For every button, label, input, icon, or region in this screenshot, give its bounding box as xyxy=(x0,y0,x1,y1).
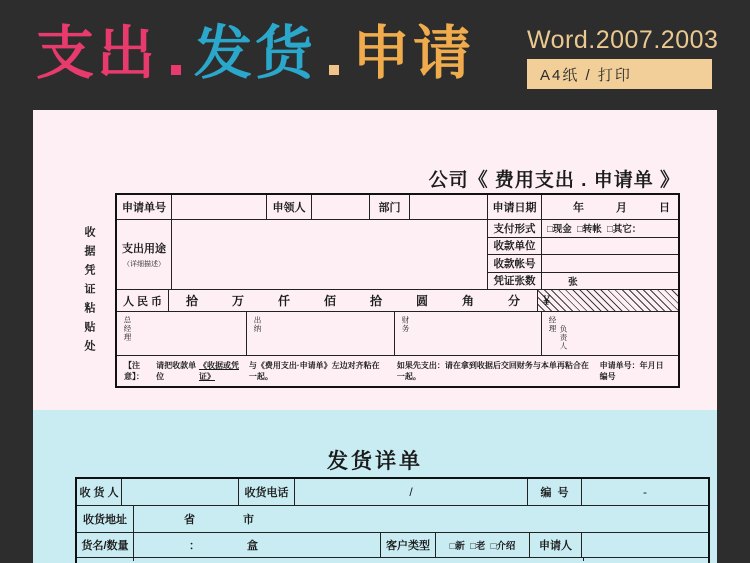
date-unit-year: 年 xyxy=(573,202,584,214)
note-row xyxy=(117,356,678,385)
payment-method-row xyxy=(488,220,678,238)
purpose-field xyxy=(172,220,488,289)
dot-separator-2 xyxy=(329,65,339,75)
digit-unit: 分 xyxy=(507,294,520,308)
digit-unit: 佰 xyxy=(323,294,336,308)
voucher-count-label: 凭证张数 xyxy=(488,273,542,290)
applicant-label: 申请人 xyxy=(530,533,582,557)
department-field xyxy=(410,195,488,219)
number-field: - xyxy=(643,485,647,499)
province-label: 省 xyxy=(184,514,195,526)
payment-info-block xyxy=(488,220,678,289)
address-row xyxy=(77,506,708,533)
request-no-label: 申请单号 xyxy=(117,195,172,219)
manager-responsible-cell xyxy=(542,312,678,355)
goods-colon: ： xyxy=(189,540,200,552)
manager-label: 经理 xyxy=(548,316,557,333)
note-part4: 申请单号：年月日编号 xyxy=(599,360,664,381)
banner-word-apply: 申请 xyxy=(352,21,475,86)
finance-cell xyxy=(395,312,542,355)
responsible-person-label: 负责人 xyxy=(559,325,568,351)
digit-unit: 拾 xyxy=(185,294,198,308)
goods-qty-field xyxy=(134,533,381,557)
receipt-paste-vertical-label: 收据凭证粘贴处 xyxy=(83,226,95,359)
address-field xyxy=(134,506,708,532)
date-unit-day: 日 xyxy=(659,202,670,214)
purpose-label: 支出用途 xyxy=(122,243,166,255)
general-manager-cell xyxy=(117,312,247,355)
shipping-form-title: 发货详单 xyxy=(327,450,423,473)
digit-unit: 仟 xyxy=(277,294,290,308)
payee-name-field xyxy=(542,238,678,255)
consignee-field xyxy=(122,479,239,505)
file-format-label: Word.2007.2003 xyxy=(527,26,719,54)
consignee-row xyxy=(77,479,708,506)
goods-qty-label: 货名/数量 xyxy=(77,533,134,557)
expense-form-title: 公司《 费用支出 . 申请单 》 xyxy=(428,170,680,191)
payee-account-label: 收款帐号 xyxy=(488,255,542,272)
department-label: 部门 xyxy=(370,195,410,219)
payee-account-row xyxy=(488,255,678,273)
customer-type-options: □新 □老 □介绍 xyxy=(436,533,530,557)
amount-row xyxy=(117,290,678,312)
payment-method-options: □现金 □转帐 □其它： xyxy=(547,224,642,236)
note-underlined: 《收据或凭证》 xyxy=(198,360,239,381)
payment-method-label: 支付形式 xyxy=(488,220,542,237)
cutoff-cell xyxy=(77,558,134,561)
cutoff-cell xyxy=(134,558,584,561)
date-unit-month: 月 xyxy=(616,202,627,214)
payee-account-field xyxy=(542,255,678,272)
phone-field: / xyxy=(295,479,528,505)
cashier-label: 出纳 xyxy=(253,316,262,333)
payee-name-label: 收款单位 xyxy=(488,238,542,255)
currency-symbol: ￥ xyxy=(541,295,552,307)
voucher-count-row xyxy=(488,273,678,290)
digit-unit: 角 xyxy=(461,294,474,308)
expense-form-table xyxy=(115,193,680,388)
purpose-label-cell xyxy=(117,220,172,289)
goods-row xyxy=(77,533,708,558)
number-label: 编 号 xyxy=(528,479,582,505)
amount-digit-units xyxy=(169,290,538,311)
expense-header-row xyxy=(117,195,678,220)
amount-hatched-cell xyxy=(538,290,678,311)
applicant-field xyxy=(582,533,708,557)
request-no-field xyxy=(172,195,267,219)
paper-print-badge: A4纸 / 打印 xyxy=(527,59,712,89)
banner-word-shipping: 发货 xyxy=(194,21,317,86)
banner-word-expense: 支出 xyxy=(36,21,159,86)
consignee-label: 收 货 人 xyxy=(77,479,122,505)
apply-date-label: 申请日期 xyxy=(488,195,542,219)
rmb-label: 人 民 币 xyxy=(117,290,169,311)
dot-separator-1 xyxy=(171,65,181,75)
customer-type-label: 客户类型 xyxy=(381,533,436,557)
purpose-sub-label: （详细描述） xyxy=(123,261,165,268)
expense-middle-section xyxy=(117,220,678,290)
apply-date-field xyxy=(542,195,678,219)
note-part2: 与《费用支出·申请单》左边对齐粘在一起。 xyxy=(248,360,380,381)
phone-label: 收货电话 xyxy=(239,479,295,505)
claimant-field xyxy=(312,195,370,219)
banner xyxy=(0,0,750,110)
shipping-form-table xyxy=(75,477,710,563)
banner-title xyxy=(36,21,475,86)
address-label: 收货地址 xyxy=(77,506,134,532)
payee-name-row xyxy=(488,238,678,256)
note-part1: 请把收款单位 xyxy=(156,360,197,381)
goods-unit: 盒 xyxy=(247,540,258,552)
note-prefix: 【注意】： xyxy=(124,360,144,381)
cutoff-row xyxy=(77,558,708,561)
shipping-form-sheet xyxy=(33,410,717,563)
finance-label: 财务 xyxy=(401,316,410,333)
note-part3: 如果先支出：请在拿到收据后交回财务与本单再粘合在一起。 xyxy=(396,360,589,381)
digit-unit: 拾 xyxy=(369,294,382,308)
expense-form-sheet xyxy=(33,110,717,410)
digit-unit: 万 xyxy=(231,294,244,308)
cashier-cell xyxy=(247,312,395,355)
claimant-label: 申领人 xyxy=(267,195,312,219)
voucher-count-field: 张 xyxy=(547,276,578,288)
signature-row xyxy=(117,312,678,356)
digit-unit: 圆 xyxy=(415,294,428,308)
general-manager-label: 总经理 xyxy=(123,316,132,342)
city-label: 市 xyxy=(243,514,254,526)
cutoff-cell xyxy=(584,558,708,561)
